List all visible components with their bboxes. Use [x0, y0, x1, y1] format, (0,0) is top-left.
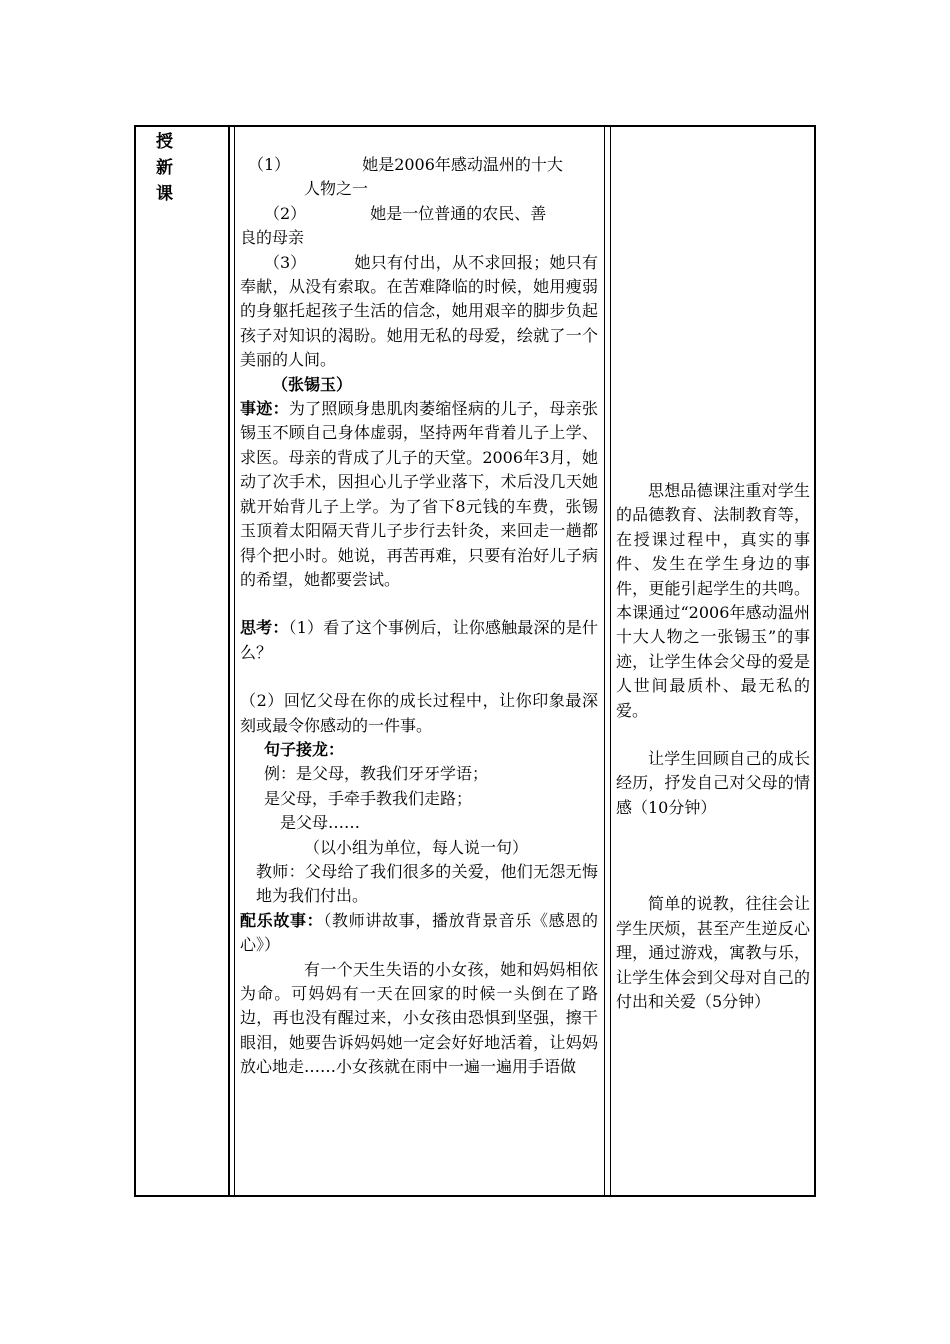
item-2: （2） 她是一位普通的农民、善	[264, 203, 547, 223]
teacher-text: 教师：父母给了我们很多的关爱，他们无怨无悔地为我们付出。	[256, 861, 598, 906]
teaching-notes	[616, 479, 810, 1014]
chain-heading: 句子接龙：	[264, 739, 345, 759]
item-1: （1） 她是2006年感动温州的十大	[248, 155, 563, 174]
column-divider	[228, 127, 230, 1195]
music-story-intro: 配乐故事：（教师讲故事，播放背景音乐《感恩的心》）	[240, 910, 598, 955]
think-q2: （2）回忆父母在你的成长过程中，让你印象最深刻或最令你感动的一件事。	[240, 691, 598, 735]
chain-line: 是父母，手牵手教我们走路；	[264, 788, 473, 808]
lesson-content	[240, 153, 598, 1080]
item-3: （3） 她只有付出，从不求回报；她只有奉献，从没有索取。在苦难降临的时候，她用瘦弱的身躯托起孩子生活的信念，她用艰辛的脚步负起孩子对知识的渴盼。她用无私的母爱，绘就了一个美丽的人间。	[240, 252, 598, 370]
note-2: 让学生回顾自己的成长经历，抒发自己对父母的情感（10分钟）	[616, 749, 810, 817]
column-divider	[610, 127, 611, 1195]
column-divider	[604, 127, 605, 1195]
chain-line: 是父母……	[280, 813, 361, 833]
think-q1: 思考：（1）看了这个事例后，让你感触最深的是什么？	[240, 618, 598, 662]
chain-note: （以小组为单位，每人说一句）	[304, 837, 529, 857]
section-label: 授 新 课	[156, 132, 173, 204]
item-1-cont: 人物之一	[304, 179, 369, 199]
music-story: 有一个天生失语的小女孩，她和妈妈相依为命。可妈妈有一天在回家的时候一头倒在了路边，再也没有醒过来，小女孩由恐惧到坚强，擦干眼泪，她要告诉妈妈她一定会好好地活着，让妈妈放心地走……小女孩就在雨中一遍一遍用手语做	[240, 959, 598, 1077]
lesson-table	[134, 125, 816, 1197]
item-2-cont: 良的母亲	[240, 228, 305, 248]
note-1: 思想品德课注重对学生的品德教育、法制教育等，在授课过程中，真实的事件、发生在学生身边的事件，更能引起学生的共鸣。本课通过“2006年感动温州十大人物之一张锡玉”的事迹，让学生体会父母的爱是人世间最质朴、最无私的爱。	[616, 481, 810, 720]
chain-line: 例：是父母，教我们牙牙学语；	[264, 764, 489, 784]
story: 事迹：为了照顾身患肌肉萎缩怪病的儿子，母亲张锡玉不顾自己身体虚弱，坚持两年背着儿子上学、求医。母亲的背成了儿子的天堂。2006年3月，她动了次手术，因担心儿子学业落下，术后没几天她就开始背儿子上学。为了省下8元钱的车费，张锡玉顶着太阳隔天背儿子步行去针灸，来回走一趟都得个把小时。她说，再苦再难，只要有治好儿子病的希望，她都要尝试。	[240, 399, 598, 589]
note-3: 简单的说教，往往会让学生厌烦，甚至产生逆反心理，通过游戏，寓教与乐，让学生体会到父母对自己的付出和关爱（5分钟）	[616, 894, 810, 1011]
column-divider	[234, 127, 235, 1195]
name-heading: （张锡玉）	[272, 374, 353, 394]
